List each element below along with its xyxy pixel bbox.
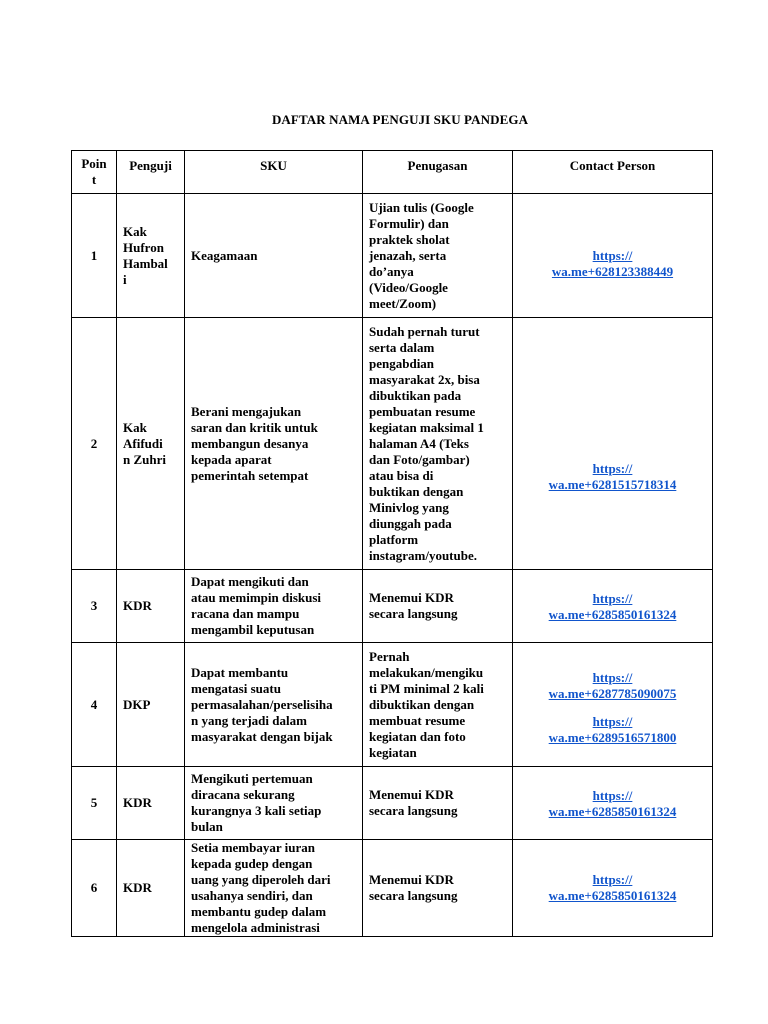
penugasan-cell — [363, 570, 513, 643]
sku-cell — [185, 194, 363, 318]
penugasan-cell — [363, 840, 513, 937]
table-row — [72, 643, 713, 767]
point-cell — [72, 767, 117, 840]
sku-text: Dapat membantu — [191, 664, 289, 680]
contact-cell — [513, 318, 713, 570]
sku-text: mengatasi suatu — [191, 680, 281, 696]
penugasan-text: secara langsung — [369, 606, 458, 621]
penguji-cell — [117, 570, 185, 643]
header-penguji: Penguji — [117, 151, 185, 194]
penugasan-text: Sudah pernah turut — [369, 323, 480, 339]
penugasan-text: pengabdian — [369, 355, 435, 371]
sku-text: membangun desanya — [191, 435, 309, 451]
contact-cell — [513, 767, 713, 840]
penguji-cell — [117, 318, 185, 570]
penugasan-text: dibuktikan pada — [369, 387, 462, 403]
penugasan-cell — [363, 318, 513, 570]
penguji-name: Hufron — [123, 239, 164, 255]
penguji-cell — [117, 194, 185, 318]
whatsapp-link[interactable]: https:// wa.me+6289516571800 — [548, 713, 677, 745]
penugasan-text: praktek sholat — [369, 231, 450, 247]
point-number: 2 — [90, 435, 98, 451]
penugasan-text: secara langsung — [369, 888, 458, 903]
penugasan-text: (Video/Google — [369, 279, 448, 295]
penugasan-text: platform — [369, 531, 419, 547]
penugasan-text: Menemui KDR — [369, 787, 454, 802]
penugasan-text: instagram/youtube. — [369, 547, 477, 563]
header-contact: Contact Person — [513, 151, 713, 194]
contact-cell — [513, 194, 713, 318]
point-number: 1 — [90, 247, 98, 263]
penguji-name: i — [123, 271, 127, 287]
point-number: 5 — [90, 795, 98, 810]
sku-text: diracana sekurang — [191, 787, 295, 802]
penugasan-text: Ujian tulis (Google — [369, 199, 474, 215]
penugasan-cell — [363, 194, 513, 318]
table-row — [72, 570, 713, 643]
sku-text: Setia membayar iuran — [191, 840, 315, 855]
penguji-name: KDR — [123, 598, 152, 613]
header-point-line: Poin — [81, 156, 107, 171]
penugasan-text: Menemui KDR — [369, 872, 454, 887]
sku-text: masyarakat dengan bijak — [191, 728, 333, 744]
contact-cell — [513, 570, 713, 643]
penugasan-text: do’anya — [369, 263, 414, 279]
sku-text: mengelola administrasi — [191, 920, 320, 935]
sku-text: membantu gudep dalam — [191, 904, 327, 919]
penugasan-text: jenazah, serta — [369, 247, 447, 263]
penugasan-text: ti PM minimal 2 kali — [369, 680, 484, 696]
sku-text: Berani mengajukan — [191, 403, 302, 419]
sku-table — [71, 150, 713, 937]
sku-cell — [185, 767, 363, 840]
whatsapp-link[interactable]: https:// wa.me+6287785090075 — [548, 669, 677, 701]
contact-cell — [513, 840, 713, 937]
penguji-name: Hambal — [123, 255, 168, 271]
page-title: DAFTAR NAMA PENGUJI SKU PANDEGA — [271, 112, 529, 127]
sku-cell — [185, 840, 363, 937]
penugasan-text: masyarakat 2x, bisa — [369, 371, 480, 387]
point-number: 4 — [90, 696, 98, 712]
point-cell — [72, 840, 117, 937]
contact-cell — [513, 643, 713, 767]
header-sku: SKU — [185, 151, 363, 194]
sku-cell — [185, 318, 363, 570]
sku-text: atau memimpin diskusi — [191, 590, 322, 605]
point-number: 3 — [90, 598, 98, 613]
table-row — [72, 194, 713, 318]
sku-text: pemerintah setempat — [191, 467, 309, 483]
penugasan-text: kegiatan maksimal 1 — [369, 419, 484, 435]
point-cell — [72, 570, 117, 643]
penugasan-text: halaman A4 (Teks — [369, 435, 469, 451]
penugasan-text: secara langsung — [369, 803, 458, 818]
penugasan-text: dan Foto/gambar) — [369, 451, 470, 467]
sku-text: kurangnya 3 kali setiap — [191, 803, 322, 818]
penugasan-text: membuat resume — [369, 712, 466, 728]
table-row — [72, 840, 713, 937]
penugasan-text: buktikan dengan — [369, 483, 464, 499]
penguji-name: KDR — [123, 795, 152, 810]
header-point-line: t — [91, 172, 97, 187]
penugasan-text: diunggah pada — [369, 515, 452, 531]
penugasan-text: Menemui KDR — [369, 590, 454, 605]
sku-text: mengambil keputusan — [191, 622, 315, 637]
sku-text: n yang terjadi dalam — [191, 712, 307, 728]
penugasan-cell — [363, 767, 513, 840]
whatsapp-link[interactable]: https:// wa.me+6285850161324 — [548, 591, 677, 622]
penguji-name: DKP — [123, 696, 151, 712]
penugasan-text: melakukan/mengiku — [369, 664, 484, 680]
penguji-cell — [117, 767, 185, 840]
penugasan-text: meet/Zoom) — [369, 295, 437, 311]
sku-text: permasalahan/perselisiha — [191, 696, 333, 712]
penguji-cell — [117, 643, 185, 767]
table-header-row — [72, 151, 713, 194]
penguji-cell — [117, 840, 185, 937]
header-penugasan: Penugasan — [363, 151, 513, 194]
penugasan-text: serta dalam — [369, 339, 435, 355]
penugasan-text: Formulir) dan — [369, 215, 449, 231]
sku-text: bulan — [191, 819, 223, 834]
sku-text: kepada gudep dengan — [191, 856, 313, 871]
sku-cell — [185, 570, 363, 643]
sku-text: Keagamaan — [191, 247, 258, 263]
penugasan-text: kegiatan dan foto — [369, 728, 466, 744]
penugasan-text: Pernah — [369, 648, 410, 664]
sku-cell — [185, 643, 363, 767]
penugasan-text: Minivlog yang — [369, 499, 449, 515]
sku-text: saran dan kritik untuk — [191, 419, 318, 435]
penguji-name: n Zuhri — [123, 451, 166, 467]
whatsapp-link[interactable]: https:// wa.me+6285850161324 — [548, 788, 677, 819]
header-point — [72, 151, 117, 194]
sku-text: uang yang diperoleh dari — [191, 872, 331, 887]
sku-text: racana dan mampu — [191, 606, 300, 621]
penugasan-text: dibuktikan dengan — [369, 696, 475, 712]
point-cell — [72, 194, 117, 318]
table-row — [72, 767, 713, 840]
penguji-name: Kak — [123, 419, 147, 435]
whatsapp-link[interactable]: https:// wa.me+628123388449 — [551, 248, 674, 279]
penugasan-text: atau bisa di — [369, 467, 434, 483]
sku-text: kepada aparat — [191, 451, 272, 467]
penugasan-text: kegiatan — [369, 744, 417, 760]
point-cell — [72, 318, 117, 570]
sku-text: usahanya sendiri, dan — [191, 888, 313, 903]
penugasan-text: pembuatan resume — [369, 403, 476, 419]
penguji-name: Kak — [123, 223, 147, 239]
point-cell — [72, 643, 117, 767]
point-number: 6 — [90, 880, 98, 895]
sku-text: Dapat mengikuti dan — [191, 574, 309, 589]
whatsapp-link[interactable]: https:// wa.me+6285850161324 — [548, 872, 677, 903]
penugasan-cell — [363, 643, 513, 767]
table-row — [72, 318, 713, 570]
whatsapp-link[interactable]: https:// wa.me+6281515718314 — [548, 461, 677, 492]
penguji-name: Afifudi — [123, 435, 163, 451]
sku-text: Mengikuti pertemuan — [191, 771, 313, 786]
penguji-name: KDR — [123, 880, 152, 895]
